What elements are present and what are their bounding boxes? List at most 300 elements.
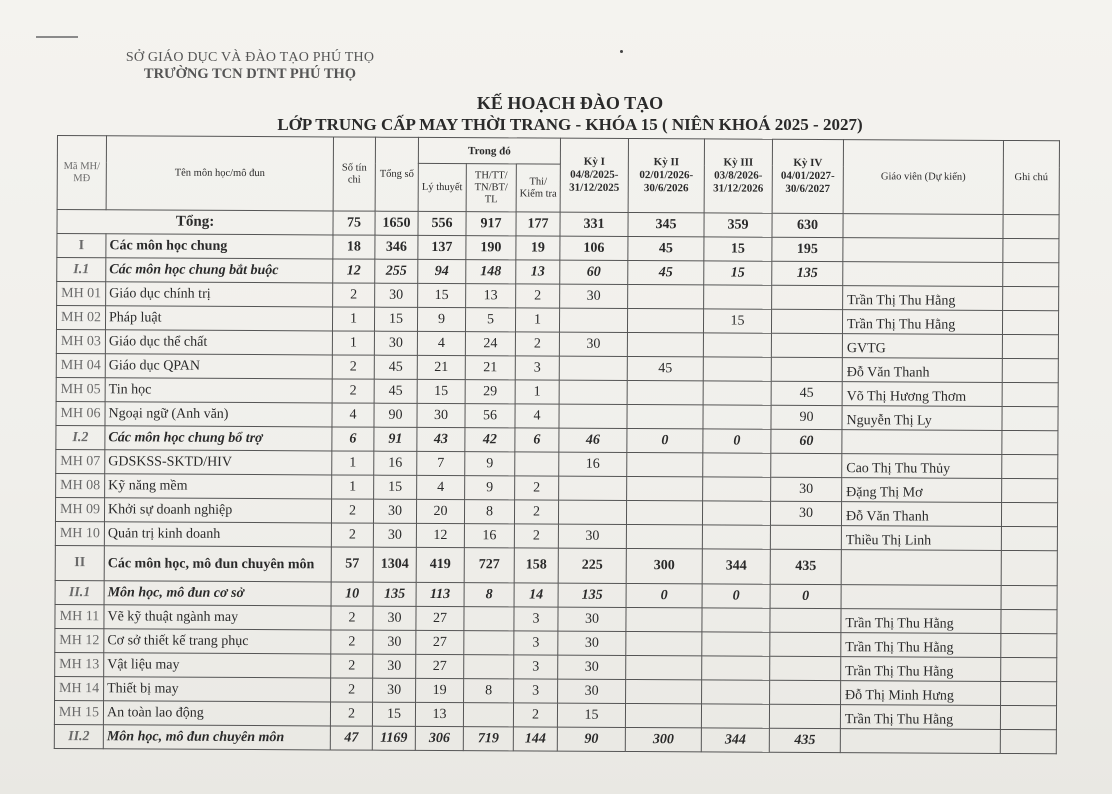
cell-theory: 419 [416, 547, 464, 582]
totals-teacher [843, 214, 1003, 239]
document-title [250, 93, 890, 135]
cell-practice: 13 [466, 284, 516, 308]
cell-total: 346 [375, 235, 418, 259]
document-header [100, 50, 400, 83]
cell-k1: 106 [560, 236, 628, 260]
cell-k2 [626, 631, 702, 655]
cell-k2: 0 [626, 583, 702, 607]
cell-k2 [628, 284, 704, 308]
cell-k4 [772, 285, 843, 309]
cell-k2 [627, 332, 703, 356]
cell-total: 30 [373, 630, 416, 654]
cell-k3 [702, 656, 770, 680]
col-term1-header [560, 138, 628, 212]
cell-theory: 21 [417, 355, 465, 379]
cell-credits: 2 [331, 499, 373, 523]
cell-theory: 20 [416, 499, 464, 523]
cell-k2 [626, 679, 702, 703]
cell-k4: 0 [770, 584, 841, 608]
cell-teacher: Trần Thị Thu Hằng [841, 609, 1001, 634]
cell-practice [464, 631, 514, 655]
totals-k3: 359 [704, 213, 772, 237]
cell-practice [463, 703, 513, 727]
cell-total: 30 [375, 283, 418, 307]
col-exam-header: Thi/ Kiểm tra [516, 164, 560, 212]
cell-teacher: Đặng Thị Mơ [842, 478, 1002, 503]
cell-k4 [770, 608, 841, 632]
term3-name: Kỳ III [723, 156, 754, 169]
cell-theory: 7 [417, 451, 465, 475]
paper-edge-mark [36, 36, 78, 38]
cell-code: MH 13 [55, 652, 104, 676]
cell-total: 15 [372, 702, 415, 726]
cell-k4 [770, 525, 841, 549]
cell-note [1001, 550, 1057, 585]
cell-exam: 3 [514, 631, 558, 655]
cell-k1 [558, 500, 626, 524]
cell-note [1001, 681, 1057, 705]
department-name: SỞ GIÁO DỤC VÀ ĐÀO TẠO PHÚ THỌ [125, 50, 375, 65]
cell-note [1002, 334, 1058, 358]
cell-k1: 30 [558, 679, 626, 703]
cell-k3 [702, 501, 770, 525]
cell-k3 [704, 285, 772, 309]
cell-name: Khởi sự doanh nghiệp [104, 498, 331, 523]
cell-k4 [770, 632, 841, 656]
cell-exam: 144 [513, 727, 557, 751]
cell-k1: 135 [558, 583, 626, 607]
cell-total: 30 [373, 523, 416, 547]
col-term3-header [704, 139, 772, 213]
cell-credits: 18 [333, 235, 375, 259]
cell-k1 [559, 476, 627, 500]
cell-total: 16 [374, 451, 417, 475]
col-credits-header: Số tín chỉ [333, 137, 375, 211]
cell-k3 [702, 632, 770, 656]
cell-credits: 6 [332, 427, 374, 451]
cell-credits: 1 [332, 331, 374, 355]
cell-name: Giáo dục QPAN [105, 354, 332, 379]
cell-code: MH 02 [56, 306, 105, 330]
cell-k2 [627, 452, 703, 476]
cell-credits: 2 [331, 630, 373, 654]
cell-exam: 1 [515, 308, 559, 332]
cell-practice: 190 [466, 236, 516, 260]
cell-code: II.2 [54, 724, 103, 748]
cell-teacher [843, 262, 1003, 287]
cell-k4 [770, 656, 841, 680]
cell-exam: 2 [514, 500, 558, 524]
cell-note [1001, 609, 1057, 633]
cell-code: II [55, 545, 104, 580]
totals-k2: 345 [628, 212, 704, 236]
cell-k2 [627, 404, 703, 428]
cell-k3 [702, 525, 770, 549]
cell-name: Môn học, mô đun cơ sở [104, 581, 331, 606]
cell-exam: 2 [515, 476, 559, 500]
cell-teacher: Trần Thị Thu Hằng [841, 657, 1001, 682]
cell-k2 [626, 500, 702, 524]
cell-k1: 60 [560, 260, 628, 284]
cell-k3: 15 [704, 237, 772, 261]
cell-teacher: Trần Thị Thu Hằng [842, 310, 1002, 335]
col-name-header: Tên môn học/mô đun [106, 136, 333, 211]
cell-teacher [840, 729, 1000, 754]
title-line-1: KẾ HOẠCH ĐÀO TẠO [476, 93, 664, 113]
cell-note [1002, 310, 1058, 334]
cell-note [1002, 478, 1058, 502]
cell-practice: 16 [464, 524, 514, 548]
cell-name: GDSKSS-SKTD/HIV [105, 450, 332, 475]
cell-note [1003, 238, 1059, 262]
cell-theory: 4 [417, 475, 465, 499]
cell-name: Vật liệu may [104, 653, 331, 678]
cell-theory: 94 [418, 259, 466, 283]
totals-credits: 75 [333, 211, 375, 235]
cell-total: 30 [373, 606, 416, 630]
cell-name: Giáo dục thể chất [105, 330, 332, 355]
cell-practice: 9 [465, 476, 515, 500]
cell-k2: 300 [625, 727, 701, 751]
cell-k4: 45 [771, 381, 842, 405]
totals-theory: 556 [418, 211, 466, 235]
cell-credits: 47 [330, 726, 372, 750]
cell-note [1002, 382, 1058, 406]
cell-name: Thiết bị may [104, 677, 331, 702]
cell-name: Các môn học chung [106, 234, 333, 259]
cell-practice: 24 [465, 332, 515, 356]
col-note-header: Ghi chú [1003, 140, 1059, 214]
cell-teacher [841, 550, 1001, 586]
cell-k1: 225 [558, 548, 626, 583]
cell-code: MH 03 [56, 329, 105, 353]
ink-dot [620, 50, 623, 53]
cell-k4: 135 [772, 261, 843, 285]
cell-k4 [771, 333, 842, 357]
cell-k1: 30 [558, 607, 626, 631]
cell-teacher: Đỗ Thị Minh Hưng [841, 681, 1001, 706]
cell-exam: 6 [515, 428, 559, 452]
cell-k2: 45 [627, 356, 703, 380]
cell-exam: 14 [514, 583, 558, 607]
cell-theory: 27 [416, 654, 464, 678]
col-theory-header: Lý thuyết [418, 163, 466, 211]
cell-credits: 1 [332, 451, 374, 475]
cell-k1 [559, 404, 627, 428]
cell-theory: 43 [417, 427, 465, 451]
cell-name: An toàn lao động [103, 701, 330, 726]
cell-k1 [559, 380, 627, 404]
cell-practice: 727 [464, 548, 514, 583]
cell-code: MH 01 [57, 282, 106, 306]
cell-code: MH 08 [56, 473, 105, 497]
totals-exam: 177 [516, 212, 560, 236]
cell-teacher: Trần Thị Thu Hằng [843, 286, 1003, 311]
term1-name: Kỳ I [583, 155, 605, 168]
cell-exam: 158 [514, 548, 558, 583]
cell-practice: 21 [465, 356, 515, 380]
cell-exam: 3 [514, 679, 558, 703]
cell-theory: 9 [417, 307, 465, 331]
cell-exam: 1 [515, 380, 559, 404]
cell-name: Các môn học chung bắt buộc [106, 258, 333, 283]
col-practice-header: TH/TT/ TN/BT/ TL [466, 164, 516, 212]
cell-k2 [626, 655, 702, 679]
cell-note [1002, 406, 1058, 430]
cell-k1: 46 [559, 428, 627, 452]
cell-code: MH 06 [56, 401, 105, 425]
cell-k3: 15 [703, 309, 771, 333]
cell-credits: 2 [331, 606, 373, 630]
totals-label: Tổng: [57, 210, 333, 235]
cell-k4: 30 [770, 501, 841, 525]
cell-total: 30 [374, 331, 417, 355]
col-total-header: Tổng số [375, 137, 418, 211]
cell-k1 [559, 356, 627, 380]
cell-teacher [842, 430, 1002, 455]
col-term4-header [772, 139, 843, 213]
cell-note [1001, 585, 1057, 609]
cell-k2: 45 [628, 236, 704, 260]
cell-teacher: GVTG [842, 334, 1002, 359]
table-row [55, 545, 1057, 585]
cell-k4: 60 [771, 429, 842, 453]
cell-k4 [770, 680, 841, 704]
cell-teacher: Đỗ Văn Thanh [842, 358, 1002, 383]
cell-total: 15 [374, 475, 417, 499]
cell-practice: 148 [466, 260, 516, 284]
term1-dates: 04/8/2025- 31/12/2025 [569, 168, 620, 194]
cell-theory: 15 [418, 283, 466, 307]
cell-practice: 8 [464, 583, 514, 607]
cell-practice: 5 [465, 308, 515, 332]
cell-exam: 2 [513, 703, 557, 727]
cell-code: I [57, 234, 106, 258]
table-row [54, 724, 1056, 753]
totals-total: 1650 [375, 211, 418, 235]
cell-exam: 3 [514, 607, 558, 631]
totals-note [1003, 214, 1059, 238]
cell-credits: 2 [332, 355, 374, 379]
cell-code: MH 11 [55, 604, 104, 628]
cell-k3 [701, 704, 769, 728]
cell-k1: 16 [559, 452, 627, 476]
cell-exam: 2 [514, 524, 558, 548]
cell-theory: 30 [417, 403, 465, 427]
cell-name: Các môn học, mô đun chuyên môn [104, 546, 331, 582]
cell-total: 30 [373, 499, 416, 523]
cell-note [1003, 286, 1059, 310]
cell-note [1001, 526, 1057, 550]
cell-name: Pháp luật [105, 306, 332, 331]
cell-code: MH 12 [55, 628, 104, 652]
totals-practice: 917 [466, 212, 516, 236]
cell-total: 1169 [372, 726, 415, 750]
cell-practice: 56 [465, 404, 515, 428]
cell-total: 255 [375, 259, 418, 283]
cell-k1 [559, 308, 627, 332]
cell-k3 [703, 381, 771, 405]
cell-k4 [769, 704, 840, 728]
term3-dates: 03/8/2026- 31/12/2026 [713, 169, 764, 195]
cell-exam: 3 [515, 356, 559, 380]
cell-note [1002, 430, 1058, 454]
cell-credits: 2 [330, 702, 372, 726]
cell-credits: 10 [331, 582, 373, 606]
cell-k3 [703, 333, 771, 357]
cell-exam: 13 [516, 260, 560, 284]
cell-k3 [702, 680, 770, 704]
cell-k3 [703, 477, 771, 501]
cell-k4 [771, 357, 842, 381]
school-name: TRƯỜNG TCN DTNT PHÚ THỌ [143, 66, 357, 82]
cell-code: MH 07 [56, 449, 105, 473]
cell-total: 90 [374, 403, 417, 427]
cell-practice: 29 [465, 380, 515, 404]
cell-k3: 344 [702, 549, 770, 584]
cell-name: Ngoại ngữ (Anh văn) [105, 402, 332, 427]
cell-k3 [702, 608, 770, 632]
cell-k4 [771, 453, 842, 477]
cell-note [1003, 262, 1059, 286]
cell-practice: 8 [464, 500, 514, 524]
cell-code: I.2 [56, 425, 105, 449]
col-teacher-header: Giáo viên (Dự kiến) [843, 140, 1003, 215]
cell-theory: 4 [417, 331, 465, 355]
totals-k4: 630 [772, 213, 843, 237]
totals-k1: 331 [560, 212, 628, 236]
cell-k2 [626, 524, 702, 548]
cell-theory: 27 [416, 606, 464, 630]
cell-total: 45 [374, 355, 417, 379]
cell-name: Kỹ năng mềm [105, 474, 332, 499]
cell-teacher: Thiều Thị Linh [841, 526, 1001, 551]
cell-credits: 57 [331, 547, 373, 582]
cell-name: Quản trị kinh doanh [104, 522, 331, 547]
cell-k1: 90 [557, 727, 625, 751]
term4-name: Kỳ IV [793, 156, 823, 170]
cell-theory: 306 [415, 726, 463, 750]
cell-practice [464, 655, 514, 679]
cell-credits: 2 [331, 523, 373, 547]
cell-note [1001, 657, 1057, 681]
cell-theory: 19 [416, 678, 464, 702]
cell-code: II.1 [55, 580, 104, 604]
cell-theory: 27 [416, 630, 464, 654]
cell-code: MH 09 [55, 497, 104, 521]
cell-k4: 30 [771, 477, 842, 501]
cell-name: Vẽ kỹ thuật ngành may [104, 605, 331, 630]
cell-exam: 19 [516, 236, 560, 260]
cell-k4: 90 [771, 405, 842, 429]
cell-k4: 435 [770, 549, 841, 584]
cell-practice: 719 [463, 727, 513, 751]
cell-total: 135 [373, 582, 416, 606]
cell-credits: 2 [331, 654, 373, 678]
cell-k1: 30 [558, 655, 626, 679]
cell-teacher [841, 585, 1001, 610]
cell-note [1001, 502, 1057, 526]
training-plan-table [54, 135, 1060, 754]
cell-k2: 300 [626, 548, 702, 583]
cell-k3: 344 [701, 728, 769, 752]
cell-teacher: Võ Thị Hương Thơm [842, 382, 1002, 407]
cell-k3: 15 [704, 261, 772, 285]
cell-theory: 13 [415, 702, 463, 726]
cell-k1: 15 [557, 703, 625, 727]
col-in-which-header: Trong đó [418, 137, 560, 164]
term4-dates: 04/01/2027- 30/6/2027 [780, 169, 835, 196]
cell-exam: 4 [515, 404, 559, 428]
cell-theory: 15 [417, 379, 465, 403]
cell-name: Tin học [105, 378, 332, 403]
cell-exam: 2 [515, 332, 559, 356]
cell-code: MH 15 [54, 700, 103, 724]
cell-code: MH 04 [56, 353, 105, 377]
cell-exam: 3 [514, 655, 558, 679]
cell-teacher: Đỗ Văn Thanh [841, 502, 1001, 527]
cell-total: 91 [374, 427, 417, 451]
cell-credits: 4 [332, 403, 374, 427]
cell-k3: 0 [702, 584, 770, 608]
cell-k1: 30 [558, 524, 626, 548]
cell-k4: 435 [769, 728, 840, 752]
col-term2-header [628, 138, 704, 212]
cell-total: 45 [374, 379, 417, 403]
cell-code: MH 14 [55, 676, 104, 700]
cell-teacher [843, 238, 1003, 263]
cell-theory: 113 [416, 582, 464, 606]
cell-theory: 137 [418, 235, 466, 259]
term2-name: Kỳ II [653, 156, 680, 169]
cell-k3 [703, 357, 771, 381]
cell-teacher: Cao Thị Thu Thủy [842, 454, 1002, 479]
cell-code: MH 05 [56, 377, 105, 401]
cell-k2 [627, 476, 703, 500]
cell-k3 [703, 405, 771, 429]
cell-code: I.1 [57, 258, 106, 282]
cell-total: 1304 [373, 547, 416, 582]
cell-note [1002, 358, 1058, 382]
cell-credits: 12 [333, 259, 375, 283]
cell-k1: 30 [558, 631, 626, 655]
cell-exam [515, 452, 559, 476]
cell-theory: 12 [416, 523, 464, 547]
cell-k2 [627, 380, 703, 404]
cell-total: 30 [373, 678, 416, 702]
cell-teacher: Trần Thị Thu Hằng [841, 633, 1001, 658]
cell-credits: 1 [332, 307, 374, 331]
cell-note [1001, 633, 1057, 657]
cell-k4 [771, 309, 842, 333]
cell-k3: 0 [703, 429, 771, 453]
cell-k4: 195 [772, 237, 843, 261]
cell-practice: 9 [465, 452, 515, 476]
cell-name: Cơ sở thiết kế trang phục [104, 629, 331, 654]
cell-total: 15 [374, 307, 417, 331]
cell-k2 [627, 308, 703, 332]
cell-note [1000, 729, 1056, 753]
cell-teacher: Trần Thị Thu Hằng [840, 705, 1000, 730]
cell-name: Giáo dục chính trị [106, 282, 333, 307]
cell-practice: 8 [464, 679, 514, 703]
term2-dates: 02/01/2026- 30/6/2026 [639, 169, 694, 195]
cell-name: Các môn học chung bổ trợ [105, 426, 332, 451]
cell-exam: 2 [516, 284, 560, 308]
cell-k2: 0 [627, 428, 703, 452]
cell-k3 [703, 453, 771, 477]
table-body [54, 210, 1059, 754]
